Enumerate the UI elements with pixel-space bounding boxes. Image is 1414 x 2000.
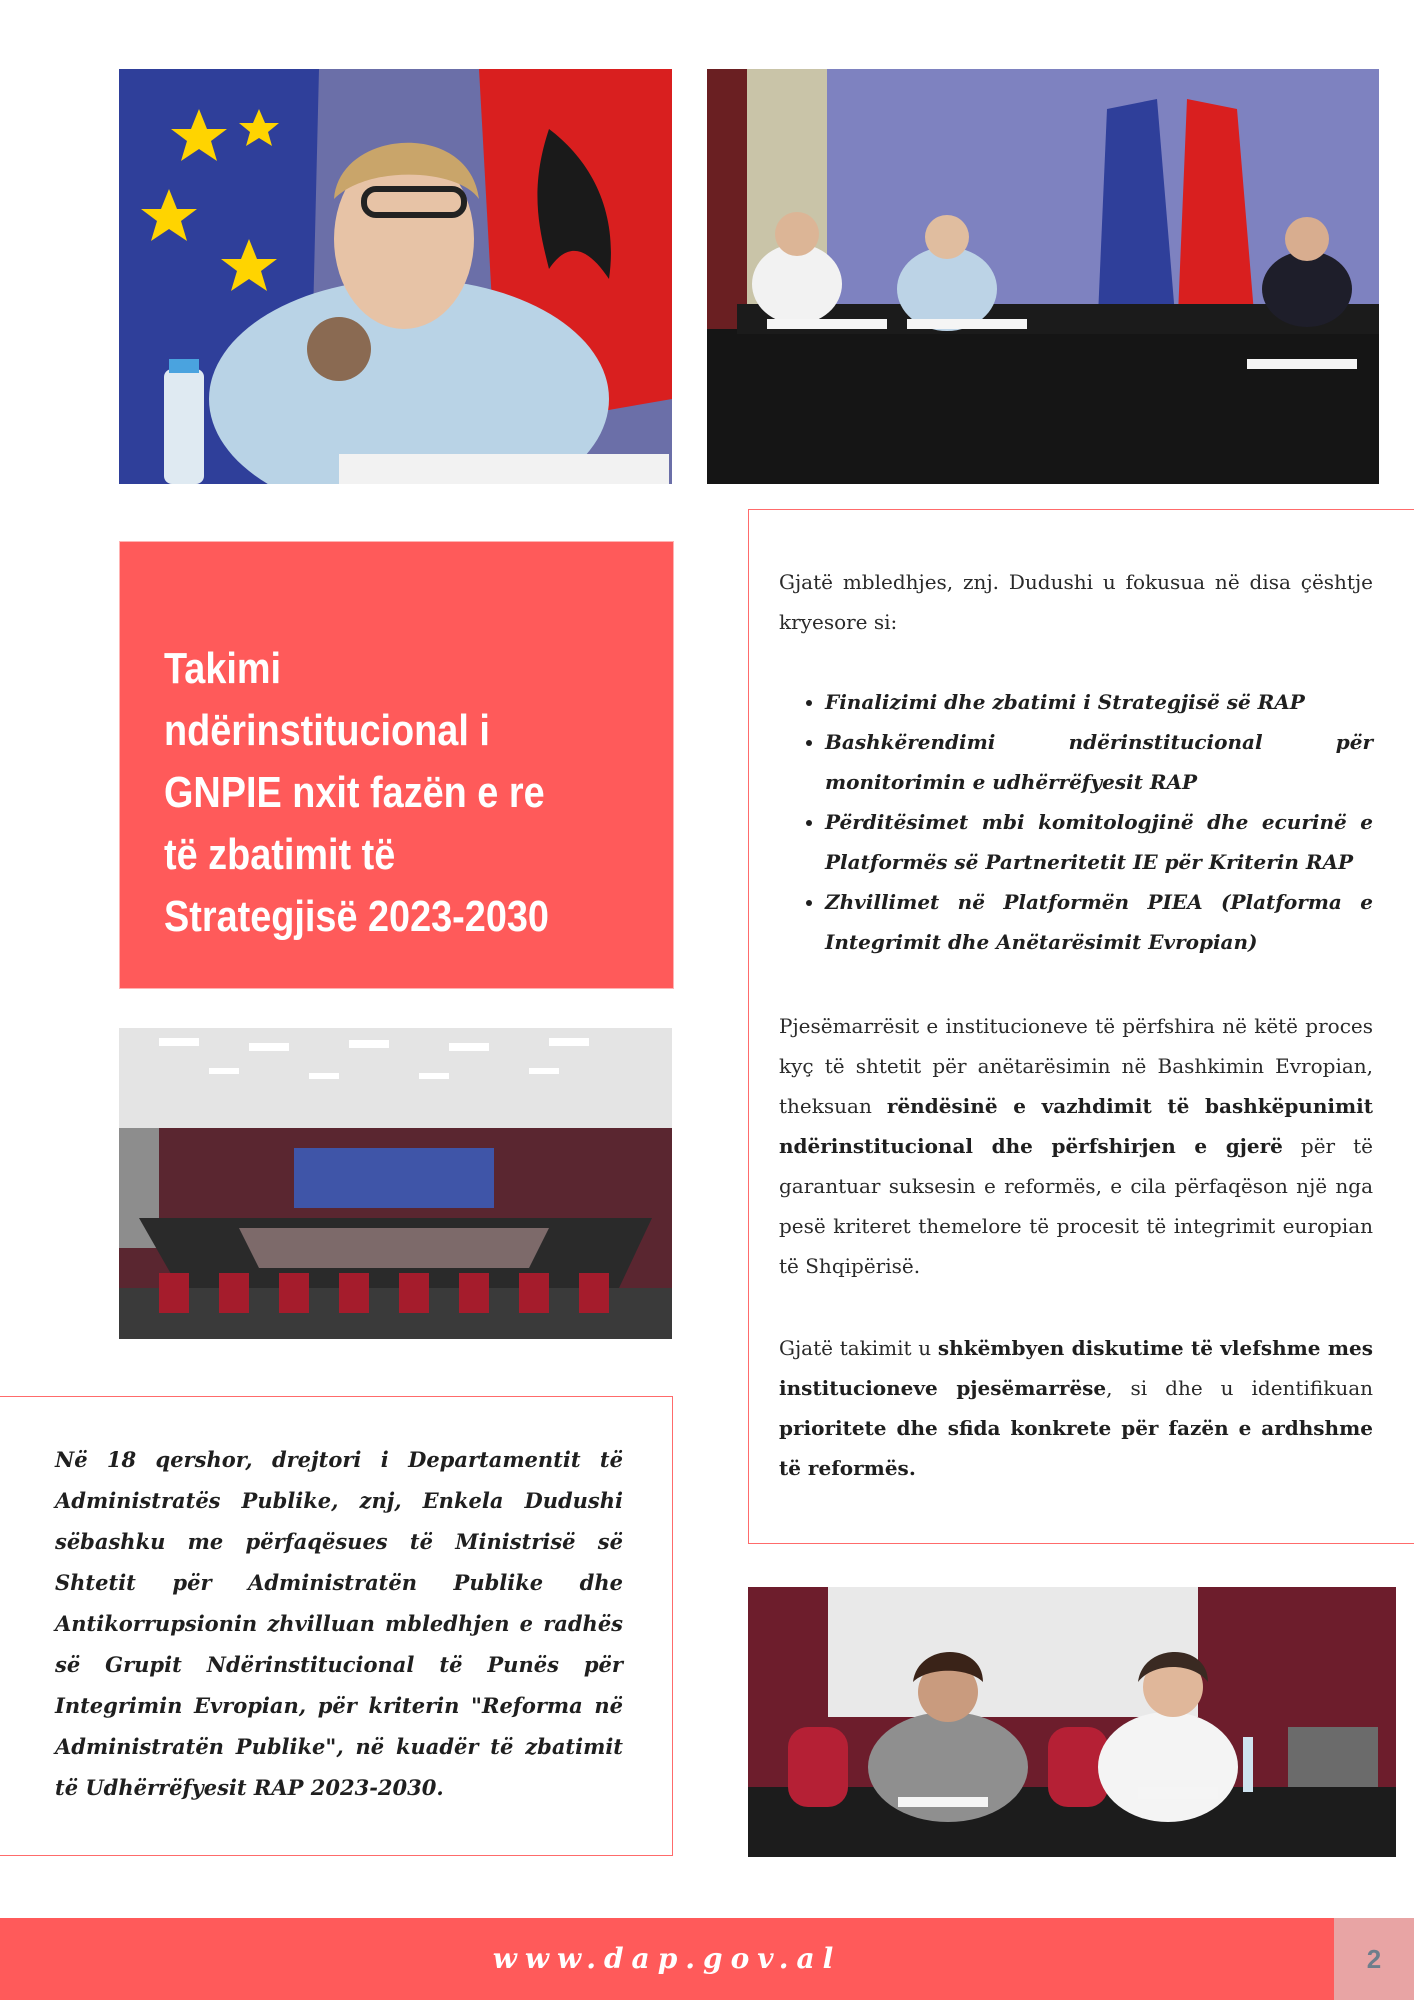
intro-box (0, 1396, 673, 1856)
page-number: 2 (1366, 1944, 1382, 1974)
list-item: • Përditësimet mbi komitologjinë dhe ecurinë e Platformës së Partneritetit IE për Kriterin RAP (825, 802, 1373, 882)
list-item: • Finalizimi dhe zbatimi i Strategjisë së RAP (825, 682, 1373, 722)
focus-topics-list (779, 682, 1373, 962)
focus-intro-paragraph: Gjatë mbledhjes, znj. Dudushi u fokusua në disa çështje kryesore si: (779, 570, 1373, 634)
list-item: • Bashkërendimi ndërinstitucional për monitorimin e udhërrëfyesit RAP (825, 722, 1373, 802)
page-number-box (1334, 1918, 1414, 2000)
photo-speaker-closeup (119, 69, 672, 484)
intro-paragraph: Në 18 qershor, drejtori i Departamentit të Administratës Publike, znj, Enkela Dudushi sëbashku me përfaqësues të Ministrisë së Shtetit për Administratën Publike dhe Antikorrupsionin zhvilluan mbledhjen e radhës së Grupit Ndërinstitucional të Punës për Integrimin Evropian, për kriterin "Reforma në Administratën Publike", në kuadër të zbatimit të Udhërrëfyesit RAP 2023-2030. (55, 1447, 623, 1800)
participants-paragraph: Pjesëmarrësit e institucioneve të përfshira në këtë proces kyç të shtetit për anëtarësimin në Bashkimin Evropian, theksuan rëndësinë e vazhdimit të bashkëpunimit ndërinstitucional dhe përfshirjen e gjerë për të garantuar suksesin e reformës, e cila përfaqëson një nga pesë kriteret themelore të procesit të integrimit europian të Shqipërisë. (779, 1014, 1373, 1278)
footer-bar (0, 1918, 1334, 2000)
article-body-box (748, 509, 1414, 1544)
photo-meeting-room (119, 1028, 672, 1339)
list-item: • Zhvillimet në Platformën PIEA (Platforma e Integrimit dhe Anëtarësimit Evropian) (825, 882, 1373, 962)
headline-title: Takimi ndërinstitucional i GNPIE nxit fazën e re të zbatimit të Strategjisë 2023-2030 (164, 644, 549, 941)
photo-panel-table (707, 69, 1379, 484)
headline-box (119, 541, 674, 989)
photo-two-participants (748, 1587, 1396, 1857)
outcomes-paragraph: Gjatë takimit u shkëmbyen diskutime të vlefshme mes institucioneve pjesëmarrëse, si dhe u identifikuan prioritete dhe sfida konkrete për fazën e ardhshme të reformës. (779, 1336, 1374, 1480)
website-link[interactable]: www.dap.gov.al (492, 1942, 842, 1975)
